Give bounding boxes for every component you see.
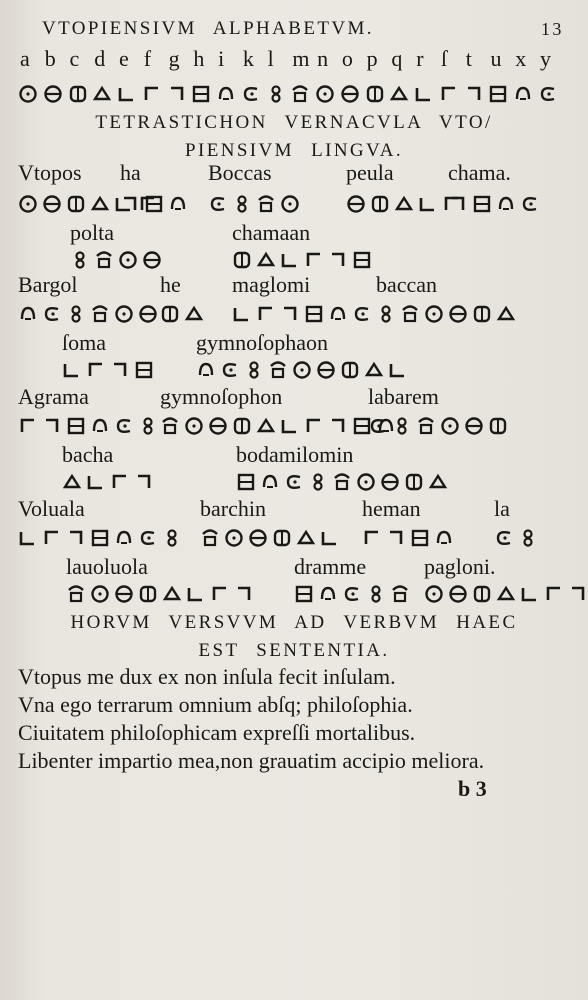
utopian-word xyxy=(62,360,154,380)
alphabet-letter: q xyxy=(391,46,403,71)
utopian-letter-glyph-icon xyxy=(138,304,158,324)
verse-transliteration-line xyxy=(0,496,588,524)
alphabet-letter: d xyxy=(94,46,106,71)
utopian-letter-glyph-icon xyxy=(304,416,324,436)
utopian-letter-glyph-icon xyxy=(90,304,110,324)
utopian-letter-glyph-icon xyxy=(244,360,264,380)
utopian-letter-glyph-icon xyxy=(388,360,408,380)
utopian-letter-glyph-icon xyxy=(296,528,316,548)
utopian-letter-glyph-icon xyxy=(90,416,110,436)
utopian-word xyxy=(232,304,372,324)
utopian-letter-glyph-icon xyxy=(66,304,86,324)
tetrastichon-heading-line1: TETRASTICHON VERNACVLA VTO/ xyxy=(95,112,493,133)
utopian-letter-glyph-icon xyxy=(448,194,468,214)
utopian-letter-glyph-icon xyxy=(494,528,514,548)
verse-word: pagloni. xyxy=(424,554,496,579)
utopian-letter-glyph-icon xyxy=(304,250,324,270)
utopian-letter-glyph-icon xyxy=(315,84,335,104)
utopian-letter-glyph-icon xyxy=(142,250,162,270)
alphabet-letter: x xyxy=(515,46,527,71)
utopian-word xyxy=(362,528,454,548)
utopian-letter-glyph-icon xyxy=(167,84,187,104)
verse-word: bacha xyxy=(62,442,114,467)
utopian-word xyxy=(448,194,540,214)
utopian-letter-glyph-icon xyxy=(256,304,276,324)
utopian-letter-glyph-icon xyxy=(410,528,430,548)
utopian-letter-glyph-icon xyxy=(120,194,140,214)
utopian-letter-glyph-icon xyxy=(424,584,444,604)
utopian-letter-glyph-icon xyxy=(18,84,38,104)
utopian-letter-glyph-icon xyxy=(138,528,158,548)
alphabet-letter: r xyxy=(416,46,424,71)
utopian-letter-glyph-icon xyxy=(232,194,252,214)
utopian-letter-glyph-icon xyxy=(110,472,130,492)
utopian-letter-glyph-icon xyxy=(86,472,106,492)
utopian-letter-glyph-icon xyxy=(370,194,390,214)
utopian-word xyxy=(18,416,158,436)
utopian-letter-glyph-icon xyxy=(320,528,340,548)
utopian-letter-glyph-icon xyxy=(342,584,362,604)
utopian-letter-glyph-icon xyxy=(404,472,424,492)
utopian-word xyxy=(62,472,154,492)
alphabet-letter: m xyxy=(292,46,310,71)
utopian-letter-glyph-icon xyxy=(66,528,86,548)
utopian-letter-glyph-icon xyxy=(138,584,158,604)
utopian-letter-glyph-icon xyxy=(376,304,396,324)
verse-utopian-script-line xyxy=(0,528,588,552)
verse-utopian-script-line xyxy=(0,250,588,274)
utopian-letter-glyph-icon xyxy=(232,250,252,270)
alphabet-letter: a xyxy=(20,46,30,71)
utopian-letter-glyph-icon xyxy=(520,584,540,604)
utopian-letter-glyph-icon xyxy=(390,584,410,604)
utopian-word xyxy=(494,528,538,548)
utopian-letter-glyph-icon xyxy=(266,84,286,104)
verse-word: baccan xyxy=(376,272,438,297)
utopian-letter-glyph-icon xyxy=(294,584,314,604)
utopian-letter-glyph-icon xyxy=(90,584,110,604)
utopian-letter-glyph-icon xyxy=(418,194,438,214)
utopian-letter-glyph-icon xyxy=(70,250,90,270)
utopian-letter-glyph-icon xyxy=(440,416,460,436)
utopian-letter-glyph-icon xyxy=(191,84,211,104)
utopian-letter-glyph-icon xyxy=(272,528,292,548)
verse-transliteration-line xyxy=(0,272,588,300)
utopian-letter-glyph-icon xyxy=(186,584,206,604)
utopian-letter-glyph-icon xyxy=(18,304,38,324)
alphabet-letter: k xyxy=(242,46,254,71)
verse-utopian-script-line xyxy=(0,584,588,608)
utopian-letter-glyph-icon xyxy=(236,472,256,492)
utopian-letter-glyph-icon xyxy=(488,416,508,436)
utopian-letter-glyph-icon xyxy=(168,194,188,214)
utopian-word xyxy=(196,360,408,380)
utopian-word xyxy=(346,194,462,214)
verse-word: labarem xyxy=(368,384,439,409)
utopian-letter-glyph-icon xyxy=(162,584,182,604)
utopian-letter-glyph-icon xyxy=(352,304,372,324)
utopian-letter-glyph-icon xyxy=(448,304,468,324)
verse-word: lauoluola xyxy=(66,554,148,579)
utopian-letter-glyph-icon xyxy=(260,472,280,492)
utopian-letter-glyph-icon xyxy=(472,194,492,214)
utopian-letter-glyph-icon xyxy=(256,194,276,214)
utopian-letter-glyph-icon xyxy=(362,528,382,548)
utopian-letter-glyph-icon xyxy=(62,360,82,380)
utopian-letter-glyph-icon xyxy=(280,416,300,436)
verse-word: dramme xyxy=(294,554,367,579)
utopian-letter-glyph-icon xyxy=(68,84,88,104)
utopian-letter-glyph-icon xyxy=(216,84,236,104)
utopian-letter-glyph-icon xyxy=(66,584,86,604)
alphabet-letter: l xyxy=(267,46,274,71)
verse-transliteration-line xyxy=(0,442,588,470)
verse-word: Vtopos xyxy=(18,160,82,185)
utopian-letter-glyph-icon xyxy=(114,304,134,324)
verse-word: barchin xyxy=(200,496,266,521)
utopian-letter-glyph-icon xyxy=(513,84,533,104)
utopian-letter-glyph-icon xyxy=(42,416,62,436)
utopian-letter-glyph-icon xyxy=(66,194,86,214)
utopian-letter-glyph-icon xyxy=(464,84,484,104)
utopian-letter-glyph-icon xyxy=(496,194,516,214)
utopian-word xyxy=(200,528,340,548)
utopian-letter-glyph-icon xyxy=(568,584,588,604)
utopian-letter-glyph-icon xyxy=(268,360,288,380)
alphabet-letter: t xyxy=(465,46,472,71)
tetrastichon-heading-line2: PIENSIVM LINGVA. xyxy=(185,140,403,161)
utopian-letter-glyph-icon xyxy=(196,360,216,380)
utopian-letter-glyph-icon xyxy=(284,472,304,492)
utopian-letter-glyph-icon xyxy=(496,304,516,324)
verse-transliteration-line xyxy=(0,160,588,188)
utopian-letter-glyph-icon xyxy=(248,528,268,548)
utopian-letter-glyph-icon xyxy=(364,360,384,380)
utopian-letter-glyph-icon xyxy=(472,304,492,324)
utopian-letter-glyph-icon xyxy=(328,416,348,436)
utopian-letter-glyph-icon xyxy=(42,194,62,214)
verse-word: ha xyxy=(120,160,141,185)
translation-line-2: Vna ego terrarum omnium abſq; philoſophia. xyxy=(18,692,413,717)
utopian-letter-glyph-icon xyxy=(162,528,182,548)
utopian-letter-glyph-icon xyxy=(208,416,228,436)
utopian-letter-glyph-icon xyxy=(424,304,444,324)
verse-word: peula xyxy=(346,160,394,185)
alphabet-letter: f xyxy=(143,46,152,71)
utopian-letter-glyph-icon xyxy=(42,304,62,324)
utopian-letter-glyph-icon xyxy=(232,304,252,324)
utopian-letter-glyph-icon xyxy=(520,194,540,214)
verse-word: Boccas xyxy=(208,160,272,185)
sententia-heading-line1: HORVM VERSVVM AD VERBVM HAEC xyxy=(70,612,518,633)
alphabet-letter: u xyxy=(490,46,502,71)
verse-word: gymnoſophon xyxy=(160,384,283,409)
utopian-letter-glyph-icon xyxy=(340,84,360,104)
utopian-letter-glyph-icon xyxy=(332,472,352,492)
utopian-letter-glyph-icon xyxy=(18,528,38,548)
utopian-letter-glyph-icon xyxy=(280,250,300,270)
utopian-letter-glyph-icon xyxy=(488,84,508,104)
utopian-letter-glyph-icon xyxy=(414,84,434,104)
utopian-word xyxy=(160,416,396,436)
utopian-letter-glyph-icon xyxy=(316,360,336,380)
utopian-letter-glyph-icon xyxy=(464,416,484,436)
utopian-letter-glyph-icon xyxy=(160,416,180,436)
alphabet-letter: g xyxy=(168,46,180,71)
utopian-letter-glyph-icon xyxy=(352,250,372,270)
utopian-letter-glyph-icon xyxy=(280,194,300,214)
utopian-letter-glyph-icon xyxy=(184,416,204,436)
utopian-letter-glyph-icon xyxy=(18,416,38,436)
utopian-letter-glyph-icon xyxy=(365,84,385,104)
translation-line-4: Libenter impartio mea,non grauatim accipio meliora. xyxy=(18,748,485,773)
utopian-letter-glyph-icon xyxy=(142,84,162,104)
utopian-letter-glyph-icon xyxy=(518,528,538,548)
utopian-letter-glyph-icon xyxy=(428,472,448,492)
utopian-letter-glyph-icon xyxy=(66,416,86,436)
verse-utopian-script-line xyxy=(0,194,588,218)
utopian-letter-glyph-icon xyxy=(184,304,204,324)
verse-word: Voluala xyxy=(18,496,85,521)
utopian-letter-glyph-icon xyxy=(210,584,230,604)
utopian-letter-glyph-icon xyxy=(241,84,261,104)
verse-word: Agrama xyxy=(18,384,89,409)
alphabet-letter: y xyxy=(540,46,551,71)
utopian-word xyxy=(66,584,254,604)
utopian-letter-glyph-icon xyxy=(496,584,516,604)
utopian-word xyxy=(120,194,188,214)
utopian-word xyxy=(70,250,162,270)
utopian-letter-glyph-icon xyxy=(366,584,386,604)
utopian-letter-glyph-icon xyxy=(328,304,348,324)
utopian-letter-glyph-icon xyxy=(538,84,558,104)
page-number: 13 xyxy=(541,19,564,39)
verse-word: he xyxy=(160,272,181,297)
utopian-word xyxy=(18,528,182,548)
utopian-letter-glyph-icon xyxy=(346,194,366,214)
alphabet-letter: n xyxy=(317,46,329,71)
verse-utopian-script-line xyxy=(0,416,588,440)
utopian-letter-glyph-icon xyxy=(256,416,276,436)
verse-word: ſoma xyxy=(62,330,106,355)
utopian-word xyxy=(294,584,410,604)
utopian-word xyxy=(236,472,448,492)
utopian-letter-glyph-icon xyxy=(114,584,134,604)
utopian-letter-glyph-icon xyxy=(90,194,110,214)
alphabet-letter: c xyxy=(69,46,80,71)
utopian-letter-glyph-icon xyxy=(144,194,164,214)
utopian-word xyxy=(368,416,508,436)
alphabet-letter: o xyxy=(341,46,353,71)
utopian-word xyxy=(18,304,158,324)
verse-word: chama. xyxy=(448,160,511,185)
utopian-letter-glyph-icon xyxy=(256,250,276,270)
utopian-letter-glyph-icon xyxy=(118,250,138,270)
utopian-letter-glyph-icon xyxy=(42,528,62,548)
utopian-letter-glyph-icon xyxy=(224,528,244,548)
utopian-letter-glyph-icon xyxy=(234,584,254,604)
utopian-letter-glyph-icon xyxy=(232,416,252,436)
alphabet-letter: ſ xyxy=(440,46,448,71)
utopian-letter-glyph-icon xyxy=(356,472,376,492)
utopian-letter-glyph-icon xyxy=(160,304,180,324)
utopian-letter-glyph-icon xyxy=(308,472,328,492)
utopian-letter-glyph-icon xyxy=(117,84,137,104)
verse-word: heman xyxy=(362,496,421,521)
verse-utopian-script-line xyxy=(0,472,588,496)
verse-word: gymnoſophaon xyxy=(196,330,328,355)
translation-line-3: Ciuitatem philoſophicam expreſſi mortalibus. xyxy=(18,720,416,745)
alphabet-letter: b xyxy=(44,46,56,71)
verse-word: la xyxy=(494,496,510,521)
utopian-letter-glyph-icon xyxy=(114,416,134,436)
utopian-letter-glyph-icon xyxy=(392,416,412,436)
utopian-word xyxy=(160,304,204,324)
utopian-word xyxy=(232,250,372,270)
verse-transliteration-line xyxy=(0,384,588,412)
verse-word: polta xyxy=(70,220,114,245)
utopian-letter-glyph-icon xyxy=(292,360,312,380)
utopian-letter-glyph-icon xyxy=(439,84,459,104)
utopian-letter-glyph-icon xyxy=(110,360,130,380)
utopian-letter-glyph-icon xyxy=(340,360,360,380)
alphabet-letter: i xyxy=(218,46,225,71)
signature-mark: b 3 xyxy=(458,776,487,801)
utopian-alphabet-row xyxy=(0,82,588,106)
utopian-letter-glyph-icon xyxy=(318,584,338,604)
utopian-letter-glyph-icon xyxy=(416,416,436,436)
verse-utopian-script-line xyxy=(0,360,588,384)
utopian-letter-glyph-icon xyxy=(472,584,492,604)
alphabet-letter: e xyxy=(119,46,129,71)
latin-alphabet-row xyxy=(0,46,588,74)
utopian-letter-glyph-icon xyxy=(394,194,414,214)
utopian-letter-glyph-icon xyxy=(400,304,420,324)
utopian-letter-glyph-icon xyxy=(138,416,158,436)
utopian-letter-glyph-icon xyxy=(368,416,388,436)
verse-word: chamaan xyxy=(232,220,311,245)
utopian-letter-glyph-icon xyxy=(86,360,106,380)
utopian-letter-glyph-icon xyxy=(220,360,240,380)
sententia-heading-line2: EST SENTENTIA. xyxy=(198,640,390,661)
utopian-letter-glyph-icon xyxy=(380,472,400,492)
utopian-letter-glyph-icon xyxy=(62,472,82,492)
utopian-letter-glyph-icon xyxy=(304,304,324,324)
verse-word: bodamilomin xyxy=(236,442,354,467)
utopian-letter-glyph-icon xyxy=(90,528,110,548)
verse-transliteration-line xyxy=(0,220,588,248)
utopian-letter-glyph-icon xyxy=(290,84,310,104)
verse-word: maglomi xyxy=(232,272,311,297)
utopian-letter-glyph-icon xyxy=(208,194,228,214)
utopian-letter-glyph-icon xyxy=(448,584,468,604)
utopian-letter-glyph-icon xyxy=(18,194,38,214)
utopian-letter-glyph-icon xyxy=(386,528,406,548)
utopian-letter-glyph-icon xyxy=(280,304,300,324)
verse-transliteration-line xyxy=(0,554,588,582)
utopian-letter-glyph-icon xyxy=(389,84,409,104)
utopian-word xyxy=(376,304,516,324)
utopian-word xyxy=(208,194,300,214)
utopian-letter-glyph-icon xyxy=(94,250,114,270)
alphabet-letter: p xyxy=(366,46,378,71)
utopian-letter-glyph-icon xyxy=(92,84,112,104)
utopian-letter-glyph-icon xyxy=(114,528,134,548)
translation-line-1: Vtopus me dux ex non inſula fecit inſulam. xyxy=(18,664,396,689)
verse-word: Bargol xyxy=(18,272,78,297)
alphabet-title: VTOPIENSIVM ALPHABETVM. xyxy=(42,18,374,39)
alphabet-letter: h xyxy=(193,46,205,71)
utopian-word xyxy=(424,584,588,604)
utopian-letter-glyph-icon xyxy=(328,250,348,270)
utopian-letter-glyph-icon xyxy=(134,360,154,380)
verse-utopian-script-line xyxy=(0,304,588,328)
utopian-letter-glyph-icon xyxy=(434,528,454,548)
utopian-letter-glyph-icon xyxy=(544,584,564,604)
utopian-letter-glyph-icon xyxy=(134,472,154,492)
utopian-letter-glyph-icon xyxy=(200,528,220,548)
verse-transliteration-line xyxy=(0,330,588,358)
utopian-letter-glyph-icon xyxy=(43,84,63,104)
